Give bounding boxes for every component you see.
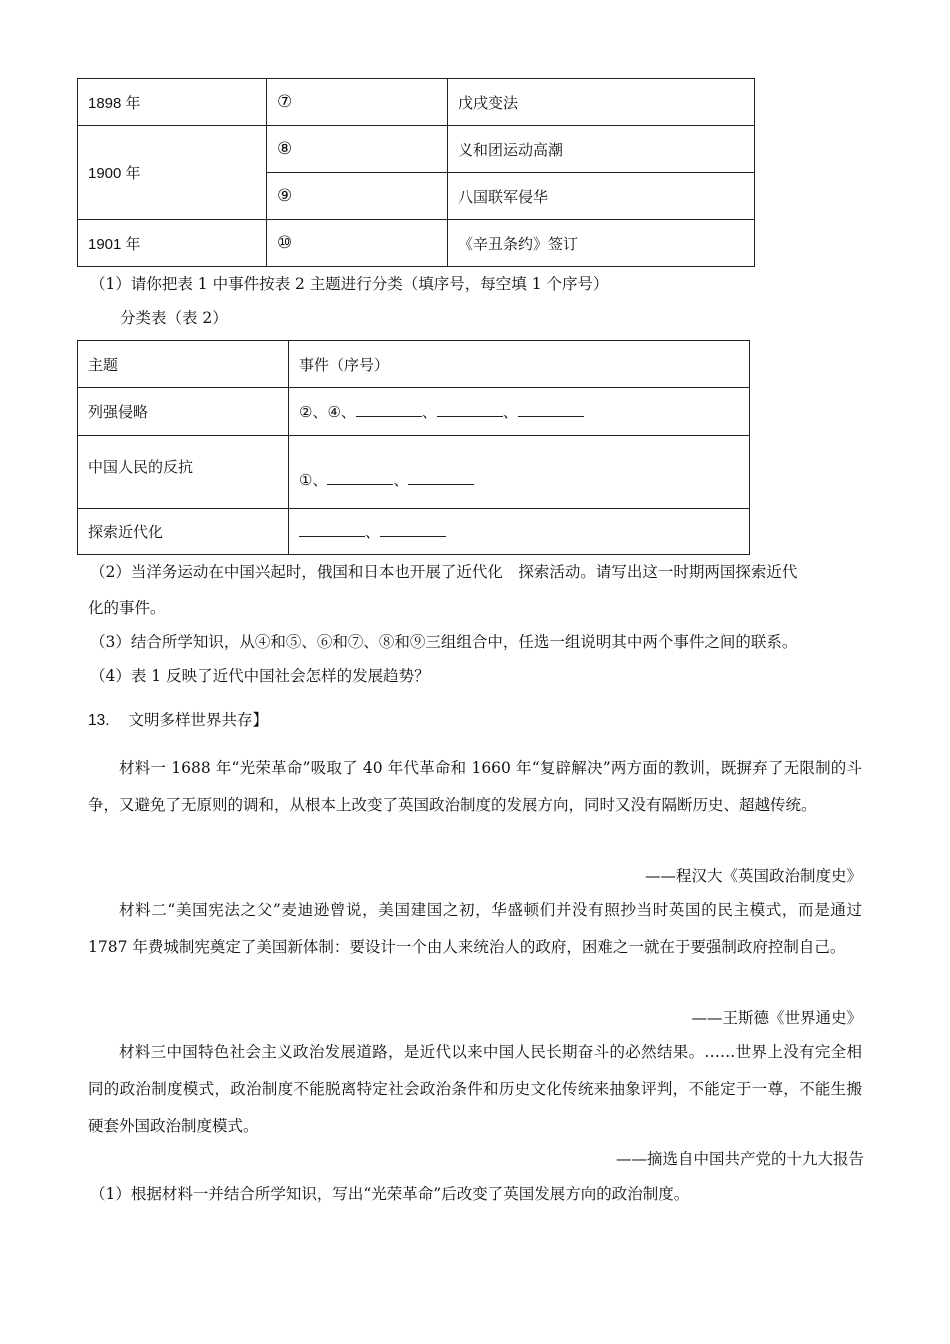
material-1: 材料一 1688 年“光荣革命”吸取了 40 年代革命和 1660 年“复辟解决”两方面的教训，既摒弃了无限制的斗争，又避免了无原则的调和，从根本上改变了英国政治制度的发展方向，同时又没有隔断历史、超越传统。 xyxy=(88,759,862,814)
classification-table-2 xyxy=(77,340,750,555)
event-cell: 戊戌变法 xyxy=(448,79,755,126)
number-cell: ⑨ xyxy=(267,173,448,220)
number-cell: ⑧ xyxy=(267,126,448,173)
table-header-row xyxy=(78,341,750,388)
material-3-source: ——摘选自中国共产党的十九大报告 xyxy=(615,1150,864,1168)
events-cell xyxy=(289,388,750,436)
question-2-line-1: （2）当洋务运动在中国兴起时，俄国和日本也开展了近代化 探索活动。请写出这一时期两国探索近代 xyxy=(90,563,798,581)
topic-cell: 探索近代化 xyxy=(78,509,289,555)
question-13-title: 文明多样世界共存】 xyxy=(128,711,269,729)
question-1-prompt: （1）请你把表 1 中事件按表 2 主题进行分类（填序号，每空填 1 个序号） xyxy=(90,275,609,293)
separator: 、 xyxy=(365,523,381,541)
material-3: 材料三中国特色社会主义政治发展道路，是近代以来中国人民长期奋斗的必然结果。……世界上没有完全相同的政治制度模式，政治制度不能脱离特定社会政治条件和历史文化传统来抽象评判，不能定于一尊，不能生搬硬套外国政治制度模式。 xyxy=(88,1043,862,1135)
table-row xyxy=(78,388,750,436)
header-events: 事件（序号） xyxy=(289,341,750,388)
question-4: （4）表 1 反映了近代中国社会怎样的发展趋势？ xyxy=(90,667,430,685)
number-cell: ⑩ xyxy=(267,220,448,267)
event-cell: 八国联军侵华 xyxy=(448,173,755,220)
year-cell: 1901 年 xyxy=(78,220,267,267)
answer-blank[interactable] xyxy=(408,470,474,485)
event-cell: 义和团运动高潮 xyxy=(448,126,755,173)
answer-blank[interactable] xyxy=(299,522,365,537)
answer-blank[interactable] xyxy=(380,522,446,537)
event-table-1 xyxy=(77,78,755,267)
event-cell: 《辛丑条约》签订 xyxy=(448,220,755,267)
year-cell: 1900 年 xyxy=(78,126,267,220)
table-2-caption: 分类表（表 2） xyxy=(120,309,228,327)
separator: 、 xyxy=(393,470,409,489)
question-13-1: （1）根据材料一并结合所学知识，写出“光荣革命”后改变了英国发展方向的政治制度。 xyxy=(90,1185,690,1203)
material-2: 材料二“美国宪法之父”麦迪逊曾说，美国建国之初，华盛顿们并没有照抄当时英国的民主模式，而是通过 1787 年费城制宪奠定了美国新体制：要设计一个由人来统治人的政府，困难之一就在于要强制政府控制自己。 xyxy=(88,901,862,956)
table-row xyxy=(78,220,755,267)
separator: 、 xyxy=(502,403,518,421)
events-cell xyxy=(289,509,750,555)
header-topic: 主题 xyxy=(78,341,289,388)
number-cell: ⑦ xyxy=(267,79,448,126)
answer-blank[interactable] xyxy=(327,470,393,485)
answer-blank[interactable] xyxy=(356,402,422,417)
table-row xyxy=(78,509,750,555)
question-13-number: 13. xyxy=(88,712,110,729)
events-cell xyxy=(289,436,750,509)
material-1-source: ——程汉大《英国政治制度史》 xyxy=(644,867,862,885)
question-3: （3）结合所学知识，从④和⑤、⑥和⑦、⑧和⑨三组组合中，任选一组说明其中两个事件之间的联系。 xyxy=(90,633,798,651)
filled-numbers: ②、④、 xyxy=(299,403,356,421)
table-row xyxy=(78,126,755,173)
topic-cell: 列强侵略 xyxy=(78,388,289,436)
topic-cell: 中国人民的反抗 xyxy=(78,436,289,509)
table-row xyxy=(78,436,750,509)
question-2-line-2: 化的事件。 xyxy=(88,599,166,617)
table-row xyxy=(78,79,755,126)
material-2-source: ——王斯德《世界通史》 xyxy=(691,1009,862,1027)
year-cell: 1898 年 xyxy=(78,79,267,126)
separator: 、 xyxy=(421,403,437,421)
answer-blank[interactable] xyxy=(518,402,584,417)
answer-blank[interactable] xyxy=(437,402,503,417)
filled-numbers: ①、 xyxy=(299,470,328,489)
question-13-heading xyxy=(88,708,268,730)
